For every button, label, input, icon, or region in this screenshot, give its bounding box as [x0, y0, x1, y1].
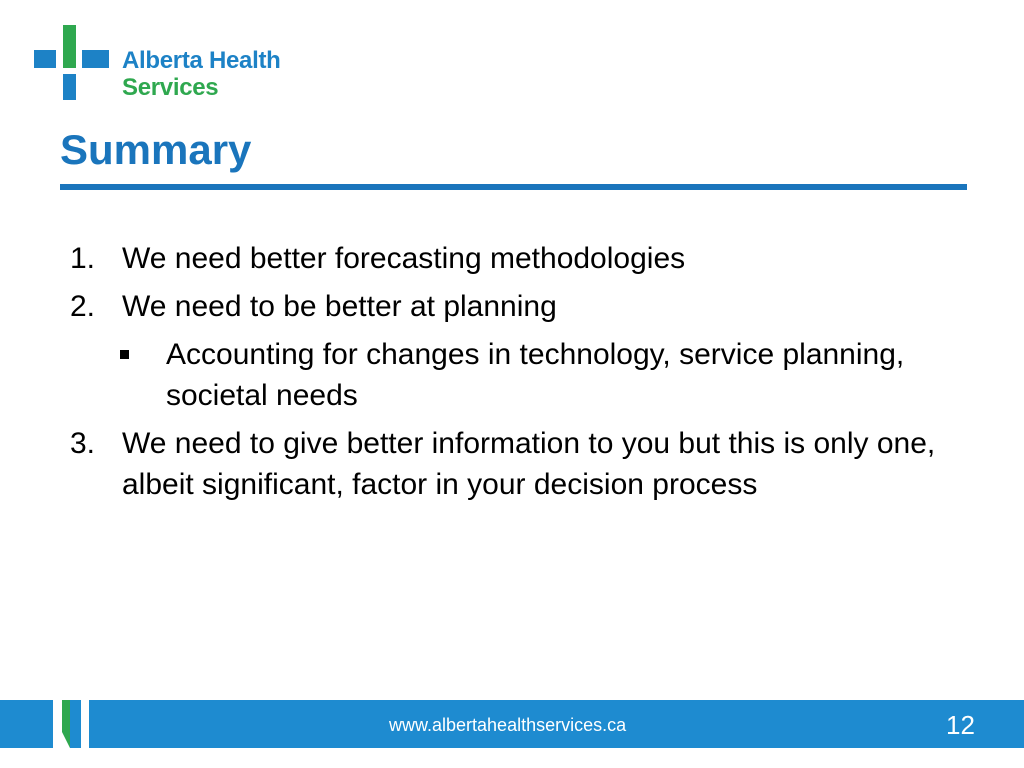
logo-line-2: Services	[122, 74, 219, 101]
list-item-text: We need to give better information to you but this is only one, albeit significant, factor in your decision process	[122, 427, 936, 501]
list-item	[60, 286, 940, 327]
list-item-text: We need to be better at planning	[122, 290, 557, 323]
footer-url: www.albertahealthservices.ca	[389, 715, 627, 735]
sub-list-item-text: Accounting for changes in technology, service planning, societal needs	[166, 338, 905, 412]
title-divider	[60, 184, 967, 190]
ahs-footer-mark-icon	[53, 700, 89, 748]
slide-title: Summary	[60, 126, 252, 173]
bottom-margin	[0, 748, 1024, 768]
list-item	[60, 423, 940, 505]
logo-line-1: Alberta Health	[122, 47, 281, 74]
list-number: 2.	[70, 290, 96, 323]
list-number: 3.	[70, 427, 96, 460]
square-bullet-icon	[120, 350, 129, 359]
list-number: 1.	[70, 242, 96, 275]
slide-content	[60, 238, 940, 512]
ahs-logo	[34, 25, 294, 100]
page-number: 12	[946, 710, 975, 740]
ahs-cross-icon	[34, 25, 110, 100]
list-item-text: We need better forecasting methodologies	[122, 242, 686, 275]
ahs-wordmark	[122, 47, 281, 101]
sub-list-item	[60, 334, 940, 416]
list-item	[60, 238, 940, 279]
footer-bar	[0, 700, 1024, 748]
